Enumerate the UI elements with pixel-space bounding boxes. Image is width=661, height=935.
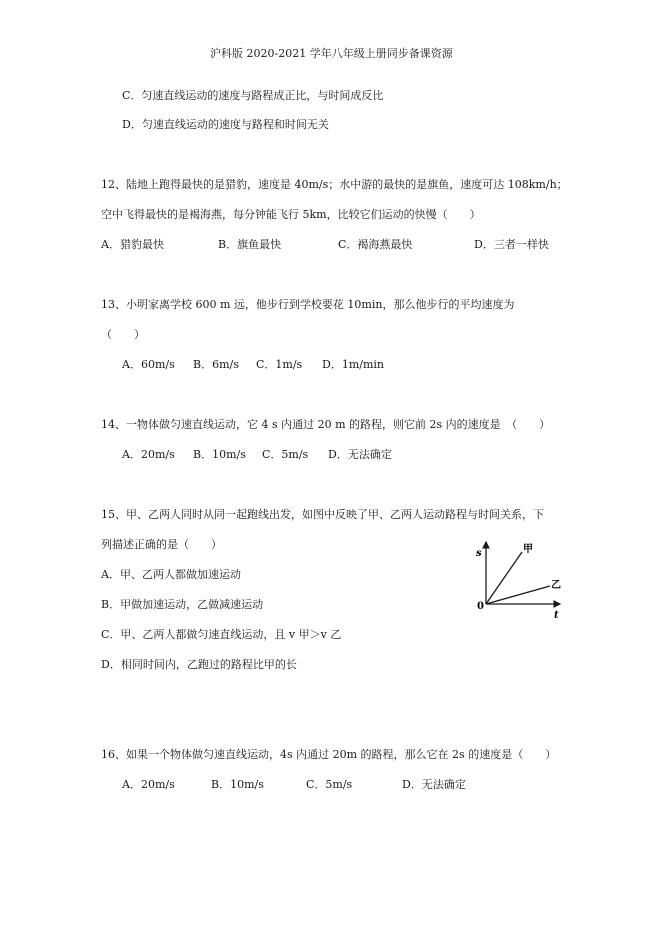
q13-option-c: C．1m/s bbox=[256, 358, 303, 371]
q15-option-c: C．甲、乙两人都做匀速直线运动，且 v 甲＞v 乙 bbox=[101, 628, 342, 641]
q16-stem: 16、如果一个物体做匀速直线运动，4s 内通过 20m 的路程，那么它在 2s 的速度是（ ） bbox=[101, 748, 557, 761]
yi-label: 乙 bbox=[551, 580, 561, 591]
q14-option-a: A．20m/s bbox=[122, 448, 175, 461]
q12-option-b: B．旗鱼最快 bbox=[218, 238, 282, 251]
page-header: 沪科版 2020-2021 学年八年级上册同步备课资源 bbox=[210, 47, 453, 60]
q15-option-d: D．相同时间内，乙跑过的路程比甲的长 bbox=[101, 658, 297, 671]
t-axis-label: t bbox=[554, 610, 559, 621]
q13-stem-line1: 13、小明家离学校 600 m 远，他步行到学校要花 10min，那么他步行的平均速度为 bbox=[101, 298, 515, 311]
q14-option-b: B．10m/s bbox=[193, 448, 246, 461]
q15-option-b: B．甲做加速运动，乙做减速运动 bbox=[101, 598, 264, 611]
q14-option-d: D．无法确定 bbox=[328, 448, 392, 461]
q13-option-d: D．1m/min bbox=[322, 358, 384, 371]
q15-option-a: A．甲、乙两人都做加速运动 bbox=[101, 568, 241, 581]
q12-stem-line2: 空中飞得最快的是褐海燕，每分钟能飞行 5km，比较它们运动的快慢（ ） bbox=[101, 208, 481, 221]
q13-stem-line2: （ ） bbox=[101, 328, 145, 341]
q15-stem-line2: 列描述正确的是（ ） bbox=[101, 538, 222, 551]
s-axis-label: s bbox=[476, 548, 482, 559]
q15-stem-line1: 15、甲、乙两人同时从同一起跑线出发，如图中反映了甲、乙两人运动路程与时间关系，下 bbox=[101, 508, 544, 521]
q15-st-graph bbox=[474, 538, 564, 628]
yi-line bbox=[486, 586, 550, 604]
q11-option-c: C．匀速直线运动的速度与路程成正比，与时间成反比 bbox=[122, 89, 384, 102]
q16-option-c: C．5m/s bbox=[306, 778, 353, 791]
jia-line bbox=[486, 552, 522, 604]
origin-label: 0 bbox=[477, 601, 484, 612]
q12-stem-line1: 12、陆地上跑得最快的是猎豹，速度是 40m/s；水中游的最快的是旗鱼，速度可达 108km/h； bbox=[101, 178, 568, 191]
q13-option-b: B．6m/s bbox=[193, 358, 239, 371]
q12-option-a: A．猎豹最快 bbox=[101, 238, 164, 251]
q13-option-a: A．60m/s bbox=[122, 358, 175, 371]
q12-option-d: D．三者一样快 bbox=[474, 238, 549, 251]
q16-option-a: A．20m/s bbox=[122, 778, 175, 791]
q16-option-b: B．10m/s bbox=[211, 778, 264, 791]
q12-option-c: C．褐海燕最快 bbox=[338, 238, 413, 251]
q16-option-d: D．无法确定 bbox=[402, 778, 466, 791]
q11-option-d: D．匀速直线运动的速度与路程和时间无关 bbox=[122, 118, 329, 131]
q14-option-c: C．5m/s bbox=[262, 448, 309, 461]
q14-stem: 14、一物体做匀速直线运动，它 4 s 内通过 20 m 的路程，则它前 2s 内的速度是 （ ） bbox=[101, 418, 551, 431]
jia-label: 甲 bbox=[523, 544, 533, 555]
